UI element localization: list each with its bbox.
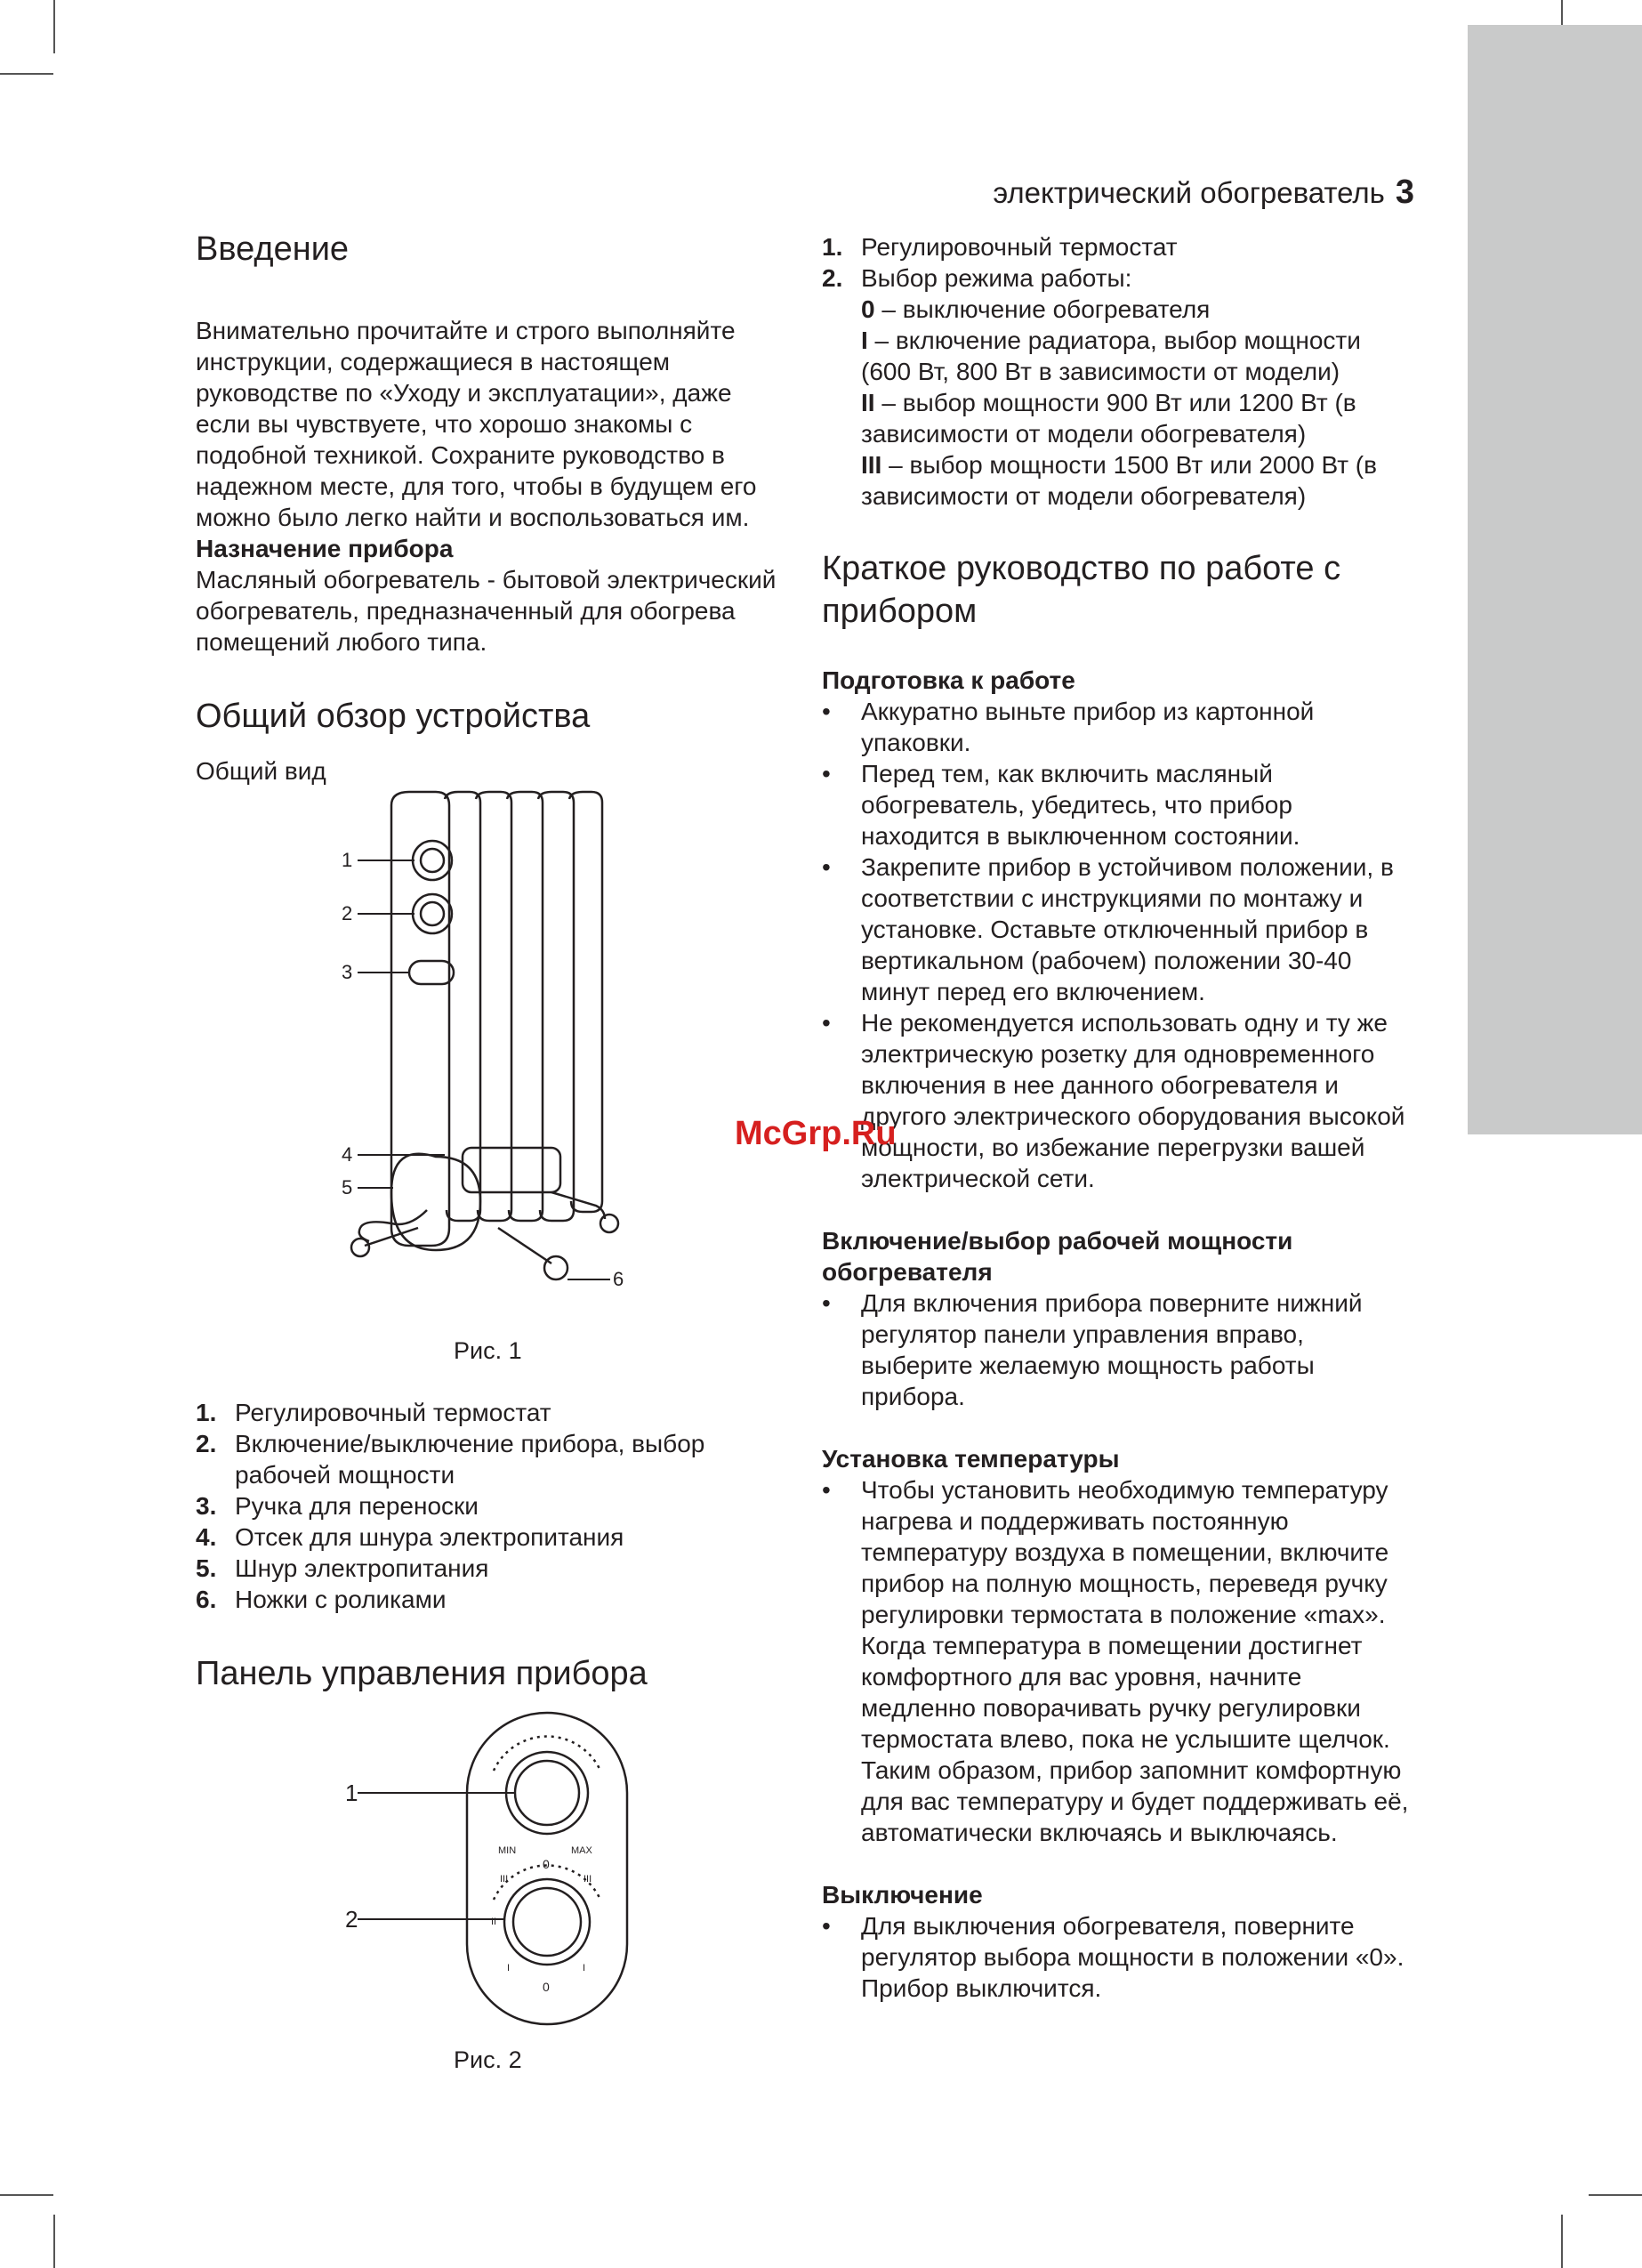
dial-min-label: MIN [498, 1845, 517, 1856]
mode-item: II – выбор мощности 900 Вт или 1200 Вт (в зависимости от модели обогревателя) [861, 389, 1356, 448]
control-panel-figure [338, 1708, 640, 2029]
right-column [822, 231, 1409, 2004]
off-heading: Выключение [822, 1881, 983, 1909]
crop-mark [0, 73, 53, 75]
modes-list [822, 294, 1409, 512]
list-item: 2. Выбор режима работы: [822, 264, 1132, 292]
list-item: • Для включения прибора поверните нижний регулятор панели управления вправо, выберите желаемую мощность работы прибора. [822, 1287, 1409, 1412]
overview-sub: Общий вид [196, 757, 326, 785]
controls-list [822, 231, 1409, 294]
fig1-label: 6 [613, 1268, 624, 1290]
guide-heading: Краткое руководство по работе с прибором [822, 550, 1341, 630]
dial-zero-label: 0 [543, 1980, 550, 1994]
crop-mark [53, 0, 55, 53]
list-item: • Для выключения обогревателя, поверните регулятор выбора мощности в положении «0». Прибор выключится. [822, 1910, 1409, 2004]
power-heading: Включение/выбор рабочей мощности обогревателя [822, 1227, 1293, 1286]
fig1-label: 1 [342, 849, 353, 871]
fig1-label: 5 [342, 1176, 353, 1199]
radiator-figure [338, 783, 640, 1299]
page-number: 3 [1395, 174, 1414, 211]
dial-i-label: I [507, 1963, 511, 1973]
header-title: электрический обогреватель [993, 176, 1385, 209]
list-item: 6. Ножки с роликами [196, 1586, 447, 1613]
crop-mark [0, 2194, 53, 2196]
intro-text: Внимательно прочитайте и строго выполняйте инструкции, содержащиеся в настоящем руководстве по «Уходу и эксплуатации», даже если вы чувствуете, что хорошо знакомы с подобной техникой. Сохраните руководство в надежном месте, для того, чтобы в будущем его можно было легко найти и воспользоваться им. [196, 317, 757, 531]
list-item: • Перед тем, как включить масляный обогреватель, убедитесь, что прибор находится в выключенном состоянии. [822, 758, 1409, 852]
dial-iii-label: III [500, 1874, 509, 1885]
list-item: 3. Ручка для переноски [196, 1492, 479, 1520]
list-item: • Закрепите прибор в устойчивом положении, в соответствии с инструкциями по монтажу и установке. Оставьте отключенный прибор в вертикальном (рабочем) положении 30-40 минут перед его включением. [822, 852, 1409, 1007]
intro-heading: Введение [196, 230, 350, 268]
mode-item: I – включение радиатора, выбор мощности (600 Вт, 800 Вт в зависимости от модели) [861, 327, 1361, 385]
prep-list [822, 696, 1409, 1194]
prep-heading: Подготовка к работе [822, 666, 1075, 694]
list-item: 1. Регулировочный термостат [822, 233, 1178, 261]
fig2-caption: Рис. 2 [454, 2046, 522, 2073]
fig2-label: 2 [345, 1906, 358, 1933]
purpose-text: Масляный обогреватель - бытовой электрический обогреватель, предназначенный для обогрева помещений любого типа. [196, 566, 777, 656]
crop-mark [53, 2215, 55, 2268]
power-list [822, 1287, 1409, 1412]
dial-ii-label: II [491, 1917, 497, 1927]
page-header [993, 174, 1414, 212]
fig2-label: 1 [345, 1780, 358, 1806]
dial-zero-label: 0 [543, 1857, 550, 1871]
purpose-heading: Назначение прибора [196, 535, 454, 562]
left-column [196, 228, 783, 787]
list-item: 5. Шнур электропитания [196, 1554, 489, 1582]
mode-item: 0 – выключение обогревателя [861, 295, 1211, 323]
fig1-label: 2 [342, 902, 353, 924]
dial-i-label: I [583, 1963, 586, 1973]
list-item: 1. Регулировочный термостат [196, 1399, 551, 1426]
temp-list [822, 1474, 1409, 1630]
side-tab [1468, 25, 1642, 1134]
watermark: McGrp.Ru [735, 1115, 897, 1152]
overview-heading: Общий обзор устройства [196, 698, 591, 735]
crop-mark [1589, 2194, 1642, 2196]
panel-heading: Панель управления прибора [196, 1655, 648, 1692]
dial-iii-label: III [584, 1874, 592, 1885]
crop-mark [1561, 2215, 1563, 2268]
fig1-caption: Рис. 1 [454, 1337, 522, 1364]
fig1-label: 4 [342, 1143, 353, 1166]
parts-section [196, 1397, 783, 1695]
list-item: • Аккуратно выньте прибор из картонной упаковки. [822, 696, 1409, 758]
off-list [822, 1910, 1409, 2004]
fig1-label: 3 [342, 961, 353, 983]
parts-list [196, 1397, 783, 1615]
list-item: 4. Отсек для шнура электропитания [196, 1523, 624, 1551]
list-item: 2. Включение/выключение прибора, выбор рабочей мощности [196, 1430, 705, 1489]
list-item: • Чтобы установить необходимую температуру нагрева и поддерживать постоянную температуру воздуха в помещении, включите прибор на полную мощность, переведя ручку регулировки термостата в положение «max». [822, 1474, 1409, 1630]
mode-item: III – выбор мощности 1500 Вт или 2000 Вт (в зависимости от модели обогревателя) [861, 451, 1378, 510]
temp-heading: Установка температуры [822, 1445, 1120, 1473]
temp-continuation: Когда температура в помещении достигнет комфортного для вас уровня, начните медленно поворачивать ручку регулировки термостата влево, пока не услышите щелчок. Таким образом, прибор запомнит комфортную для вас температуру и будет поддерживать её, автоматически включаясь и выключаясь. [861, 1632, 1409, 1846]
list-item: • Не рекомендуется использовать одну и ту же электрическую розетку для одновременного включения в нее данного обогревателя и другого электрического оборудования высокой мощности, во избежание перегрузки вашей электрической сети. [822, 1007, 1409, 1194]
dial-max-label: MAX [571, 1845, 592, 1856]
